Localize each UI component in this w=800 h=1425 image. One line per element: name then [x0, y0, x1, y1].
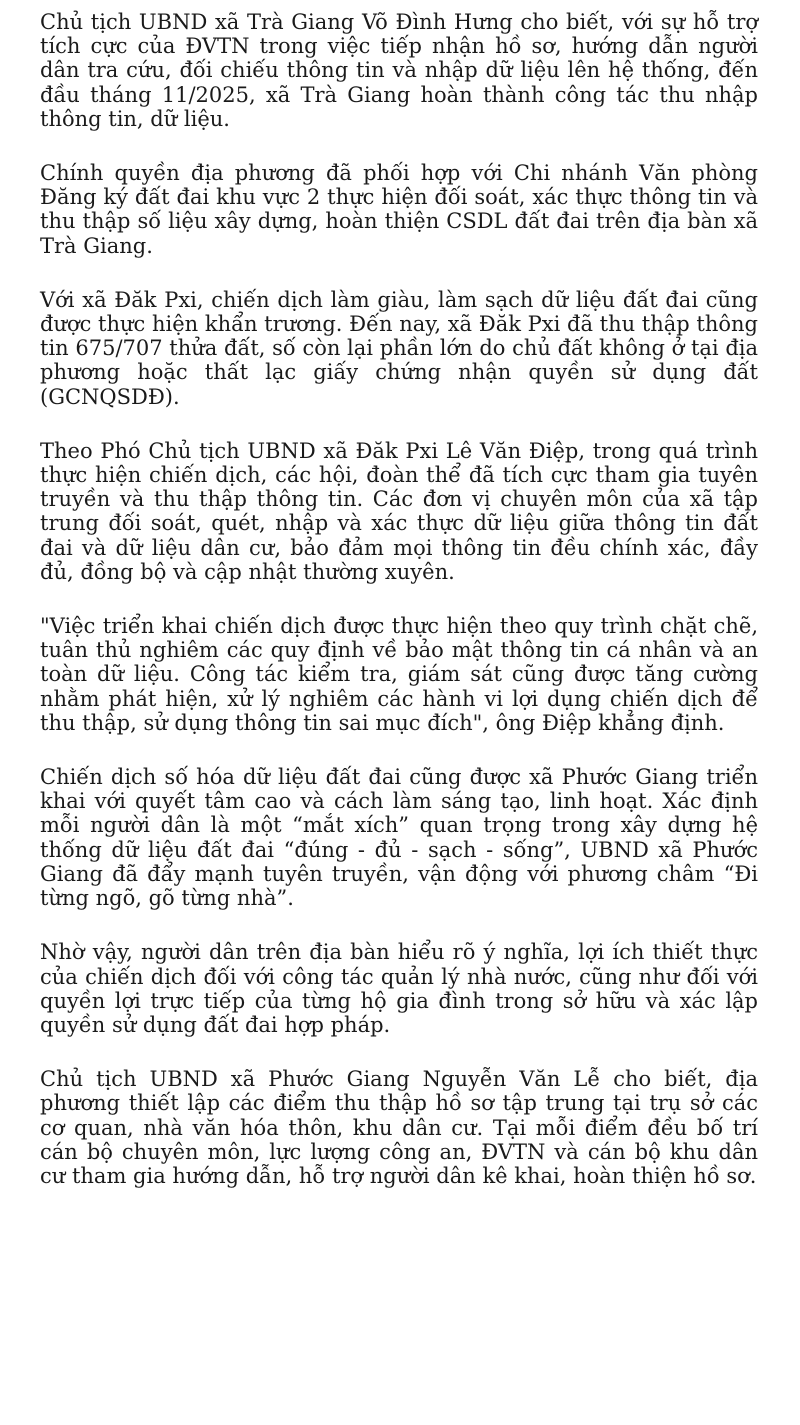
paragraph-2: Chính quyền địa phương đã phối hợp với Chi nhánh Văn phòng Đăng ký đất đai khu vực 2 thực hiện đối soát, xác thực thông tin và thu thập số liệu xây dựng, hoàn thiện CSDL đất đai trên địa bàn xã Trà Giang. — [40, 161, 758, 258]
paragraph-5-quote: "Việc triển khai chiến dịch được thực hiện theo quy trình chặt chẽ, tuân thủ nghiêm các quy định về bảo mật thông tin cá nhân và an toàn dữ liệu. Công tác kiểm tra, giám sát cũng được tăng cường nhằm phát hiện, xử lý nghiêm các hành vi lợi dụng chiến dịch để thu thập, sử dụng thông tin sai mục đích", ông Điệp khẳng định. — [40, 614, 758, 735]
paragraph-6: Chiến dịch số hóa dữ liệu đất đai cũng được xã Phước Giang triển khai với quyết tâm cao và cách làm sáng tạo, linh hoạt. Xác định mỗi người dân là một “mắt xích” quan trọng trong xây dựng hệ thống dữ liệu đất đai “đúng - đủ - sạch - sống”, UBND xã Phước Giang đã đẩy mạnh tuyên truyền, vận động với phương châm “Đi từng ngõ, gõ từng nhà”. — [40, 765, 758, 911]
paragraph-4: Theo Phó Chủ tịch UBND xã Đăk Pxi Lê Văn Điệp, trong quá trình thực hiện chiến dịch, các hội, đoàn thể đã tích cực tham gia tuyên truyền và thu thập thông tin. Các đơn vị chuyên môn của xã tập trung đối soát, quét, nhập và xác thực dữ liệu giữa thông tin đất đai và dữ liệu dân cư, bảo đảm mọi thông tin đều chính xác, đầy đủ, đồng bộ và cập nhật thường xuyên. — [40, 438, 758, 584]
paragraph-3: Với xã Đăk Pxi, chiến dịch làm giàu, làm sạch dữ liệu đất đai cũng được thực hiện khẩn trương. Đến nay, xã Đăk Pxi đã thu thập thông tin 675/707 thửa đất, số còn lại phần lớn do chủ đất không ở tại địa phương hoặc thất lạc giấy chứng nhận quyền sử dụng đất (GCNQSDĐ). — [40, 287, 758, 409]
paragraph-8: Chủ tịch UBND xã Phước Giang Nguyễn Văn Lễ cho biết, địa phương thiết lập các điểm thu thập hồ sơ tập trung tại trụ sở các cơ quan, nhà văn hóa thôn, khu dân cư. Tại mỗi điểm đều bố trí cán bộ chuyên môn, lực lượng công an, ĐVTN và cán bộ khu dân cư tham gia hướng dẫn, hỗ trợ người dân kê khai, hoàn thiện hồ sơ. — [40, 1067, 758, 1188]
paragraph-1: Chủ tịch UBND xã Trà Giang Võ Đình Hưng cho biết, với sự hỗ trợ tích cực của ĐVTN trong việc tiếp nhận hồ sơ, hướng dẫn người dân tra cứu, đối chiếu thông tin và nhập dữ liệu lên hệ thống, đến đầu tháng 11/2025, xã Trà Giang hoàn thành công tác thu nhập thông tin, dữ liệu. — [40, 10, 758, 131]
paragraph-7: Nhờ vậy, người dân trên địa bàn hiểu rõ ý nghĩa, lợi ích thiết thực của chiến dịch đối với công tác quản lý nhà nước, cũng như đối với quyền lợi trực tiếp của từng hộ gia đình trong sở hữu và xác lập quyền sử dụng đất đai hợp pháp. — [40, 940, 758, 1037]
